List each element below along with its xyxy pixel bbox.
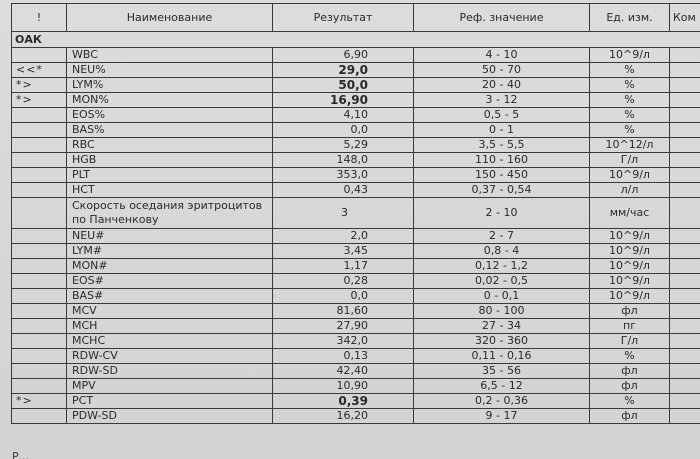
- reference-cell: 50 - 70: [414, 63, 590, 78]
- comment-cell: [670, 394, 700, 409]
- unit-cell: %: [590, 93, 670, 108]
- result-cell: 353,0: [273, 168, 414, 183]
- reference-cell: 0 - 0,1: [414, 289, 590, 304]
- reference-cell: 20 - 40: [414, 78, 590, 93]
- comment-cell: [670, 168, 700, 183]
- section-title: ОАК: [12, 32, 700, 48]
- table-row: [12, 244, 700, 259]
- name-cell: MCH: [67, 319, 273, 334]
- unit-cell: л/л: [590, 183, 670, 198]
- name-cell: BAS#: [67, 289, 273, 304]
- flag-cell: *>: [12, 78, 67, 93]
- table-row: [12, 274, 700, 289]
- name-cell: PCT: [67, 394, 273, 409]
- name-cell: MCV: [67, 304, 273, 319]
- result-cell: 29,0: [273, 63, 414, 78]
- header-comment: Ком: [670, 4, 700, 32]
- table-row: [12, 123, 700, 138]
- comment-cell: [670, 93, 700, 108]
- result-cell: 3: [273, 198, 414, 229]
- reference-cell: 150 - 450: [414, 168, 590, 183]
- unit-cell: фл: [590, 409, 670, 424]
- flag-cell: [12, 123, 67, 138]
- header-unit: Ед. изм.: [590, 4, 670, 32]
- unit-cell: пг: [590, 319, 670, 334]
- result-cell: 148,0: [273, 153, 414, 168]
- comment-cell: [670, 349, 700, 364]
- table-row: [12, 108, 700, 123]
- table-row: [12, 63, 700, 78]
- table-row: [12, 304, 700, 319]
- unit-cell: фл: [590, 379, 670, 394]
- unit-cell: %: [590, 394, 670, 409]
- flag-cell: [12, 364, 67, 379]
- unit-cell: мм/час: [590, 198, 670, 229]
- result-cell: 16,90: [273, 93, 414, 108]
- unit-cell: 10^9/л: [590, 244, 670, 259]
- name-cell: MPV: [67, 379, 273, 394]
- footer-partial-text: Р...: [12, 450, 30, 459]
- reference-cell: 80 - 100: [414, 304, 590, 319]
- comment-cell: [670, 78, 700, 93]
- name-cell: BAS%: [67, 123, 273, 138]
- reference-cell: 110 - 160: [414, 153, 590, 168]
- flag-cell: [12, 48, 67, 63]
- comment-cell: [670, 379, 700, 394]
- flag-cell: [12, 409, 67, 424]
- header-result: Результат: [273, 4, 414, 32]
- flag-cell: [12, 334, 67, 349]
- result-cell: 0,28: [273, 274, 414, 289]
- header-flag: !: [12, 4, 67, 32]
- table-row: [12, 138, 700, 153]
- result-cell: 2,0: [273, 229, 414, 244]
- reference-cell: 3,5 - 5,5: [414, 138, 590, 153]
- table-row: [12, 93, 700, 108]
- unit-cell: 10^9/л: [590, 274, 670, 289]
- name-cell: NEU%: [67, 63, 273, 78]
- flag-cell: [12, 229, 67, 244]
- result-cell: 0,13: [273, 349, 414, 364]
- table-row: [12, 319, 700, 334]
- name-cell: RDW-CV: [67, 349, 273, 364]
- unit-cell: Г/л: [590, 334, 670, 349]
- comment-cell: [670, 48, 700, 63]
- table-row: [12, 183, 700, 198]
- flag-cell: [12, 289, 67, 304]
- name-cell: PDW-SD: [67, 409, 273, 424]
- unit-cell: %: [590, 108, 670, 123]
- comment-cell: [670, 153, 700, 168]
- reference-cell: 6,5 - 12: [414, 379, 590, 394]
- unit-cell: 10^9/л: [590, 259, 670, 274]
- result-cell: 50,0: [273, 78, 414, 93]
- reference-cell: 35 - 56: [414, 364, 590, 379]
- flag-cell: [12, 168, 67, 183]
- result-cell: 3,45: [273, 244, 414, 259]
- table-row: [12, 334, 700, 349]
- name-cell: RDW-SD: [67, 364, 273, 379]
- flag-cell: [12, 304, 67, 319]
- comment-cell: [670, 274, 700, 289]
- lab-results-table: [11, 3, 700, 424]
- comment-cell: [670, 334, 700, 349]
- result-cell: 81,60: [273, 304, 414, 319]
- name-cell: HCT: [67, 183, 273, 198]
- flag-cell: [12, 198, 67, 229]
- table-row: [12, 349, 700, 364]
- unit-cell: 10^12/л: [590, 138, 670, 153]
- flag-cell: [12, 138, 67, 153]
- reference-cell: 2 - 7: [414, 229, 590, 244]
- table-row: [12, 259, 700, 274]
- result-cell: 4,10: [273, 108, 414, 123]
- comment-cell: [670, 63, 700, 78]
- unit-cell: 10^9/л: [590, 48, 670, 63]
- result-cell: 16,20: [273, 409, 414, 424]
- reference-cell: 0,12 - 1,2: [414, 259, 590, 274]
- table-row: [12, 379, 700, 394]
- reference-cell: 9 - 17: [414, 409, 590, 424]
- reference-cell: 4 - 10: [414, 48, 590, 63]
- result-cell: 0,0: [273, 289, 414, 304]
- result-cell: 27,90: [273, 319, 414, 334]
- unit-cell: 10^9/л: [590, 229, 670, 244]
- name-cell: LYM#: [67, 244, 273, 259]
- flag-cell: *>: [12, 394, 67, 409]
- comment-cell: [670, 198, 700, 229]
- reference-cell: 0,02 - 0,5: [414, 274, 590, 289]
- comment-cell: [670, 364, 700, 379]
- comment-cell: [670, 304, 700, 319]
- table-row: [12, 364, 700, 379]
- comment-cell: [670, 138, 700, 153]
- comment-cell: [670, 123, 700, 138]
- unit-cell: Г/л: [590, 153, 670, 168]
- unit-cell: %: [590, 123, 670, 138]
- reference-cell: 0,2 - 0,36: [414, 394, 590, 409]
- reference-cell: 320 - 360: [414, 334, 590, 349]
- unit-cell: фл: [590, 364, 670, 379]
- table-row: [12, 229, 700, 244]
- result-cell: 5,29: [273, 138, 414, 153]
- comment-cell: [670, 244, 700, 259]
- name-cell: WBC: [67, 48, 273, 63]
- unit-cell: 10^9/л: [590, 168, 670, 183]
- result-cell: 10,90: [273, 379, 414, 394]
- comment-cell: [670, 108, 700, 123]
- flag-cell: <<*: [12, 63, 67, 78]
- name-cell: Скорость оседания эритроцитов по Панченкову: [67, 198, 273, 229]
- name-cell: MCHC: [67, 334, 273, 349]
- result-cell: 342,0: [273, 334, 414, 349]
- result-cell: 1,17: [273, 259, 414, 274]
- section-row: [12, 32, 700, 48]
- table-row: [12, 48, 700, 63]
- name-cell: EOS%: [67, 108, 273, 123]
- comment-cell: [670, 409, 700, 424]
- comment-cell: [670, 183, 700, 198]
- result-cell: 42,40: [273, 364, 414, 379]
- unit-cell: фл: [590, 304, 670, 319]
- table-row: [12, 394, 700, 409]
- unit-cell: %: [590, 78, 670, 93]
- table-row: [12, 153, 700, 168]
- name-cell: PLT: [67, 168, 273, 183]
- unit-cell: %: [590, 349, 670, 364]
- reference-cell: 0,11 - 0,16: [414, 349, 590, 364]
- name-cell: NEU#: [67, 229, 273, 244]
- table-row: [12, 78, 700, 93]
- name-cell: EOS#: [67, 274, 273, 289]
- comment-cell: [670, 319, 700, 334]
- flag-cell: [12, 244, 67, 259]
- flag-cell: *>: [12, 93, 67, 108]
- flag-cell: [12, 379, 67, 394]
- unit-cell: 10^9/л: [590, 289, 670, 304]
- reference-cell: 0 - 1: [414, 123, 590, 138]
- reference-cell: 0,8 - 4: [414, 244, 590, 259]
- name-cell: LYM%: [67, 78, 273, 93]
- flag-cell: [12, 319, 67, 334]
- flag-cell: [12, 274, 67, 289]
- reference-cell: 0,37 - 0,54: [414, 183, 590, 198]
- flag-cell: [12, 183, 67, 198]
- comment-cell: [670, 259, 700, 274]
- reference-cell: 3 - 12: [414, 93, 590, 108]
- reference-cell: 0,5 - 5: [414, 108, 590, 123]
- name-cell: HGB: [67, 153, 273, 168]
- table-row: [12, 198, 700, 229]
- result-cell: 0,0: [273, 123, 414, 138]
- name-cell: MON#: [67, 259, 273, 274]
- table-header-row: [12, 4, 700, 32]
- result-cell: 0,39: [273, 394, 414, 409]
- reference-cell: 27 - 34: [414, 319, 590, 334]
- flag-cell: [12, 153, 67, 168]
- table-row: [12, 409, 700, 424]
- name-cell: RBC: [67, 138, 273, 153]
- table-row: [12, 289, 700, 304]
- result-cell: 6,90: [273, 48, 414, 63]
- result-cell: 0,43: [273, 183, 414, 198]
- reference-cell: 2 - 10: [414, 198, 590, 229]
- header-reference: Реф. значение: [414, 4, 590, 32]
- unit-cell: %: [590, 63, 670, 78]
- header-name: Наименование: [67, 4, 273, 32]
- comment-cell: [670, 229, 700, 244]
- comment-cell: [670, 289, 700, 304]
- table-row: [12, 168, 700, 183]
- flag-cell: [12, 108, 67, 123]
- flag-cell: [12, 259, 67, 274]
- flag-cell: [12, 349, 67, 364]
- name-cell: MON%: [67, 93, 273, 108]
